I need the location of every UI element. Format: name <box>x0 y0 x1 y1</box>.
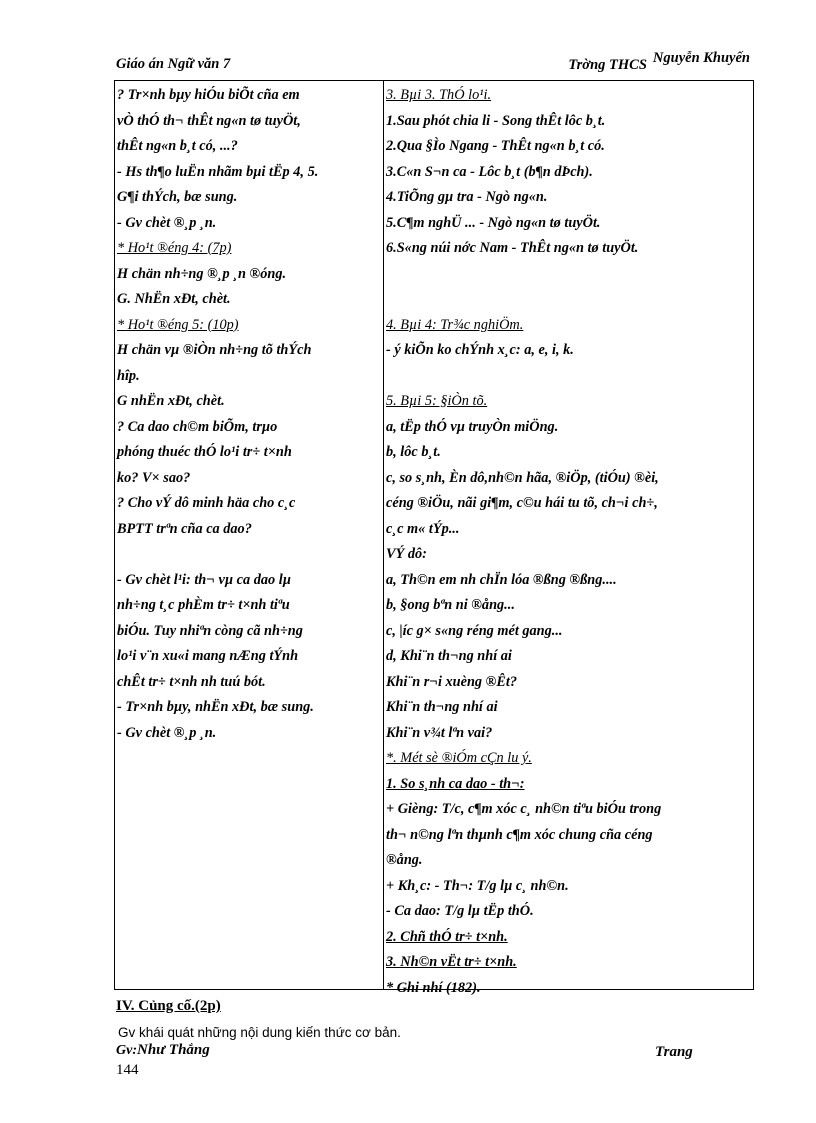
activity-line: BPTT trªn cña ca dao? <box>117 520 252 537</box>
content-line: c¸c m« tÝp... <box>386 520 460 537</box>
content-line: *. Mét sè ®iÓm cÇn lu ý. <box>386 750 532 766</box>
activity-line: biÓu. Tuy nhiªn còng cã nh÷ng <box>117 622 303 639</box>
content-line: 2.Qua §Ìo Ngang - ThÊt ng«n b¸t có. <box>386 138 605 154</box>
content-line: a, Th©n em nh chÏn lóa ®ßng ®ßng.... <box>386 571 617 588</box>
content-line: Khi¨n v¾t lªn vai? <box>386 724 493 741</box>
content-line: - ý kiÕn ko chÝnh x¸c: a, e, i, k. <box>386 342 574 358</box>
activity-line: G nhËn xÐt, chèt. <box>117 393 225 409</box>
page-label: Trang <box>655 1044 693 1060</box>
header-school <box>568 50 750 73</box>
activity-line: * Ho¹t ®éng 4: (7p) <box>117 240 232 256</box>
activity-line: - Tr×nh bµy, nhËn xÐt, bæ sung. <box>117 699 314 715</box>
activity-line: - Gv chèt l¹i: th¬ vµ ca dao lµ <box>117 571 291 588</box>
activity-line: phóng thuéc thÓ lo¹i tr÷ t×nh <box>117 444 292 460</box>
content-line: 1. So s¸nh ca dao - th¬: <box>386 775 525 792</box>
content-line: d, Khi¨n th¬ng nhí ai <box>386 648 512 664</box>
content-line: 4.TiÕng gµ tra - Ngò ng«n. <box>386 189 548 205</box>
activity-line: - Hs th¶o luËn nhãm bµi tËp 4, 5. <box>117 163 319 180</box>
content-line: 3. Bµi 3. ThÓ lo¹i. <box>386 87 492 103</box>
content-line: b, §ong bªn ni ®ång... <box>386 597 515 613</box>
teacher-line <box>116 1042 210 1059</box>
content-line: Khi¨n r¬i xuèng ®Êt? <box>386 673 517 690</box>
content-line: VÝ dô: <box>386 546 427 562</box>
column-divider <box>383 81 384 989</box>
activity-line: nh÷ng t¸c phÈm tr÷ t×nh tiªu <box>117 597 290 613</box>
content-line: 2. Chñ thÓ tr÷ t×nh. <box>386 928 508 945</box>
activity-line: ko? V× sao? <box>117 469 191 486</box>
section-heading: IV. Củng cố.(2p) <box>116 998 221 1014</box>
content-line: Khi¨n th¬ng nhí ai <box>386 699 498 715</box>
content-line: c, |íc g× s«ng réng mét gang... <box>386 622 563 639</box>
content-column <box>386 83 752 1001</box>
content-line: 3.C«n S¬n ca - Lôc b¸t (b¶n dÞch). <box>386 163 593 180</box>
activity-line: ? Tr×nh bµy hiÓu biÕt cña em <box>117 87 300 103</box>
content-line <box>386 287 752 313</box>
activity-line: G. NhËn xÐt, chèt. <box>117 291 231 307</box>
activity-line: lo¹i v¨n xu«i mang nÆng tÝnh <box>117 648 299 664</box>
content-line: 3. Nh©n vËt tr÷ t×nh. <box>386 954 517 970</box>
content-line: + Kh¸c: - Th¬: T/g lµ c¸ nh©n. <box>386 877 569 894</box>
content-line: + Gièng: T/c, c¶m xóc c¸ nh©n tiªu biÓu trong <box>386 801 662 817</box>
activity-line: ? Cho vÝ dô minh häa cho c¸c <box>117 495 296 511</box>
content-line: a, tËp thÓ vµ truyÒn miÖng. <box>386 418 559 435</box>
teacher-name: Như Thắng <box>137 1042 210 1058</box>
content-line: céng ®iÖu, nãi gi¶m, c©u hái tu tõ, ch¬i ch÷, <box>386 495 658 511</box>
activity-line: - Gv chèt ®¸p ¸n. <box>117 214 217 231</box>
header-school-name: Nguyễn Khuyến <box>652 50 750 66</box>
activity-line: thÊt ng«n b¸t có, ...? <box>117 138 238 154</box>
content-line: ®ång. <box>386 852 423 868</box>
activity-line: ? Ca dao ch©m biÕm, trµo <box>117 418 278 435</box>
activity-line: H chän vµ ®iÒn nh÷ng tõ thÝch <box>117 342 312 358</box>
content-line: th¬ n©ng lªn thµnh c¶m xóc chung cña céng <box>386 826 653 843</box>
teacher-label: Gv: <box>116 1043 137 1058</box>
activity-line <box>117 542 381 568</box>
page-number: 144 <box>116 1062 139 1078</box>
lesson-table <box>114 80 754 996</box>
activity-line: vÒ thÓ th¬ thÊt ng«n tø tuyÖt, <box>117 112 301 129</box>
content-line <box>386 262 752 288</box>
activity-line: H chän nh÷ng ®¸p ¸n ®óng. <box>117 265 287 282</box>
content-line: 4. Bµi 4: Tr¾c nghiÖm. <box>386 316 524 333</box>
content-line: 6.S«ng núi nớc Nam - ThÊt ng«n tø tuyÖt. <box>386 240 639 256</box>
content-line: 5. Bµi 5: §iÒn tõ. <box>386 393 488 409</box>
activity-line: - Gv chèt ®¸p ¸n. <box>117 724 217 741</box>
activities-column <box>117 83 381 746</box>
header-subject: Giáo án Ngữ văn 7 <box>116 56 231 72</box>
content-line: 1.Sau phót chia li - Song thÊt lôc b¸t. <box>386 112 606 129</box>
content-line <box>386 364 752 390</box>
content-line: c, so s¸nh, Èn dô,nh©n hãa, ®iÖp, (tiÓu) ®èi, <box>386 469 659 486</box>
activity-line: hîp. <box>117 367 140 384</box>
activity-line: * Ho¹t ®éng 5: (10p) <box>117 316 239 333</box>
content-line: * Ghi nhí (182). <box>386 979 481 996</box>
content-line: 5.C¶m nghÜ ... - Ngò ng«n tø tuyÖt. <box>386 214 601 231</box>
activity-line: G¶i thÝch, bæ sung. <box>117 189 238 205</box>
content-line: b, lôc b¸t. <box>386 444 441 460</box>
activity-line: chÊt tr÷ t×nh nh tuú bót. <box>117 673 266 690</box>
content-line: - Ca dao: T/g lµ tËp thÓ. <box>386 903 534 919</box>
page-header <box>116 50 756 78</box>
header-school-label: Trờng THCS <box>568 57 647 73</box>
summary-text: Gv khái quát những nội dung kiến thức cơ bản. <box>118 1025 401 1040</box>
